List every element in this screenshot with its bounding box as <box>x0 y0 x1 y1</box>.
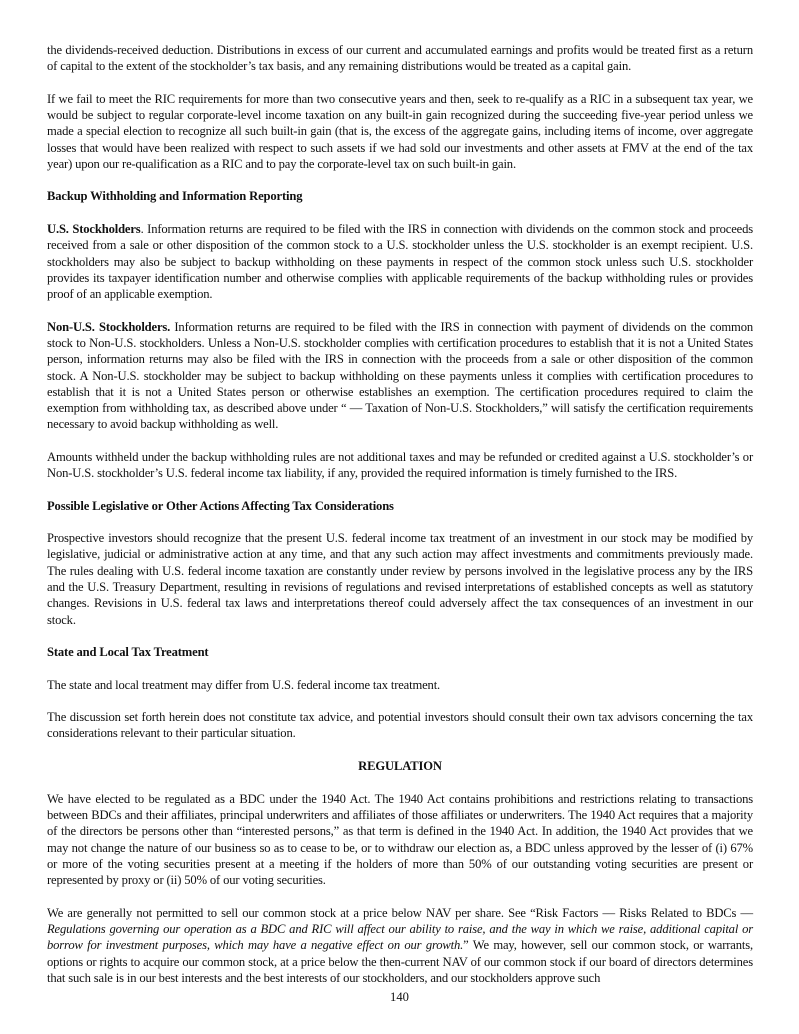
text-us-stockholders: . Information returns are required to be filed with the IRS in connection with dividends on the common stock and proceeds received from a sale or other disposition of the common stock to a U.S. stockholder unless the U.S. stockholder is an exempt recipient. U.S. stockholders may also be subject to backup withholding on these payments in respect of the common stock unless such U.S. stockholder provides its taxpayer identification number and otherwise complies with applicable requirements of the backup withholding rules or provides proof of an applicable exemption. <box>47 221 753 302</box>
paragraph-non-us-stockholders <box>47 319 753 433</box>
paragraph-dividends-received: the dividends-received deduction. Distributions in excess of our current and accumulated earnings and profits would be treated first as a return of capital to the extent of the stockholder’s tax basis, and any remaining distributions would be treated as a capital gain. <box>47 43 753 74</box>
section-heading-state-local: State and Local Tax Treatment <box>47 645 209 660</box>
paragraph-state-local-treatment: The state and local treatment may differ from U.S. federal income tax treatment. <box>47 677 441 692</box>
page-number: 140 <box>390 990 409 1004</box>
paragraph-ric-requalification: If we fail to meet the RIC requirements for more than two consecutive years and then, seek to re-qualify as a RIC in a subsequent tax year, we would be subject to regular corporate-level income taxation on any built-in gain recognized during the succeeding five-year period unless we made a special election to recognize all such built-in gain (that is, the excess of the aggregate gains, including items of income, over aggregate losses that would have been realized with respect to such assets if we had sold our investments and other assets at FMV at the end of the tax year) upon our re-qualification as a RIC and to pay the corporate-level tax on such built-in gain. <box>47 91 753 171</box>
text-nav-italic-risk-factor: Regulations governing our operation as a BDC and RIC will affect our ability to raise, and the way in which we raise, additional capital or borrow for investment purposes, which may have a negative effect on our growth. <box>47 922 753 953</box>
lead-us-stockholders: U.S. Stockholders <box>47 221 141 236</box>
paragraph-tax-advice-disclaimer: The discussion set forth herein does not constitute tax advice, and potential investors should consult their own tax advisors concerning the tax considerations relevant to their particular situation. <box>47 710 753 741</box>
text-non-us-stockholders: Information returns are required to be filed with the IRS in connection with payment of dividends on the common stock to Non-U.S. stockholders. Unless a Non-U.S. stockholder complies with certification procedures to establish that it is not a United States person, information returns may also be filed with the IRS in connection with the proceeds from a sale or other disposition of the common stock. A Non-U.S. stockholder may be subject to backup withholding on these payments unless it complies with certification procedures to establish that it is not a United States person or otherwise establishes an exemption. The certification procedures required to claim the exemption from withholding tax, as described above under “ — Taxation of Non-U.S. Stockholders,” will satisfy the certification requirements necessary to avoid backup withholding as well. <box>47 319 753 432</box>
paragraph-regulation-nav <box>47 905 753 986</box>
section-heading-regulation: REGULATION <box>358 758 442 773</box>
paragraph-regulation-bdc: We have elected to be regulated as a BDC under the 1940 Act. The 1940 Act contains prohibitions and restrictions relating to transactions between BDCs and their affiliates, principal underwriters and affiliates of those affiliates or underwriters. The 1940 Act requires that a majority of the directors be persons other than “interested persons,” as that term is defined in the 1940 Act. In addition, the 1940 Act provides that we may not change the nature of our business so as to cease to be, or to withdraw our election as, a BDC unless approved by the lesser of (i) 67% or more of the voting securities present at a meeting if the holders of more than 50% of our outstanding voting securities are present or represented by proxy or (ii) 50% of our voting securities. <box>47 791 753 888</box>
paragraph-amounts-withheld: Amounts withheld under the backup withholding rules are not additional taxes and may be refunded or credited against a U.S. stockholder’s or Non-U.S. stockholder’s U.S. federal income tax liability, if any, provided the required information is timely furnished to the IRS. <box>47 449 753 481</box>
text-nav-start: We are generally not permitted to sell our common stock at a price below NAV per share. See “Risk Factors — Risks Related to BDCs — <box>47 905 753 920</box>
section-heading-legislative: Possible Legislative or Other Actions Affecting Tax Considerations <box>47 498 394 513</box>
text-nav-end: ” We may, however, sell our common stock, or warrants, options or rights to acquire our common stock, at a price below the then-current NAV of our common stock if our board of directors determines that such sale is in our best interests and the best interests of our stockholders, and our stockholders approve such <box>47 938 753 985</box>
section-heading-backup-withholding: Backup Withholding and Information Reporting <box>47 189 303 204</box>
document-page <box>47 42 753 1002</box>
lead-non-us-stockholders: Non-U.S. Stockholders. <box>47 319 171 334</box>
paragraph-us-stockholders <box>47 221 753 302</box>
paragraph-legislative: Prospective investors should recognize that the present U.S. federal income tax treatment of an investment in our stock may be modified by legislative, judicial or administrative action at any time, and that any such action may affect investments and commitments previously made. The rules dealing with U.S. federal income taxation are constantly under review by persons involved in the legislative process any by the IRS and the U.S. Treasury Department, resulting in revisions of regulations and revised interpretations of established concepts as well as statutory changes. Revisions in U.S. federal tax laws and interpretations thereof could adversely affect the tax consequences of an investment in our stock. <box>47 531 753 627</box>
